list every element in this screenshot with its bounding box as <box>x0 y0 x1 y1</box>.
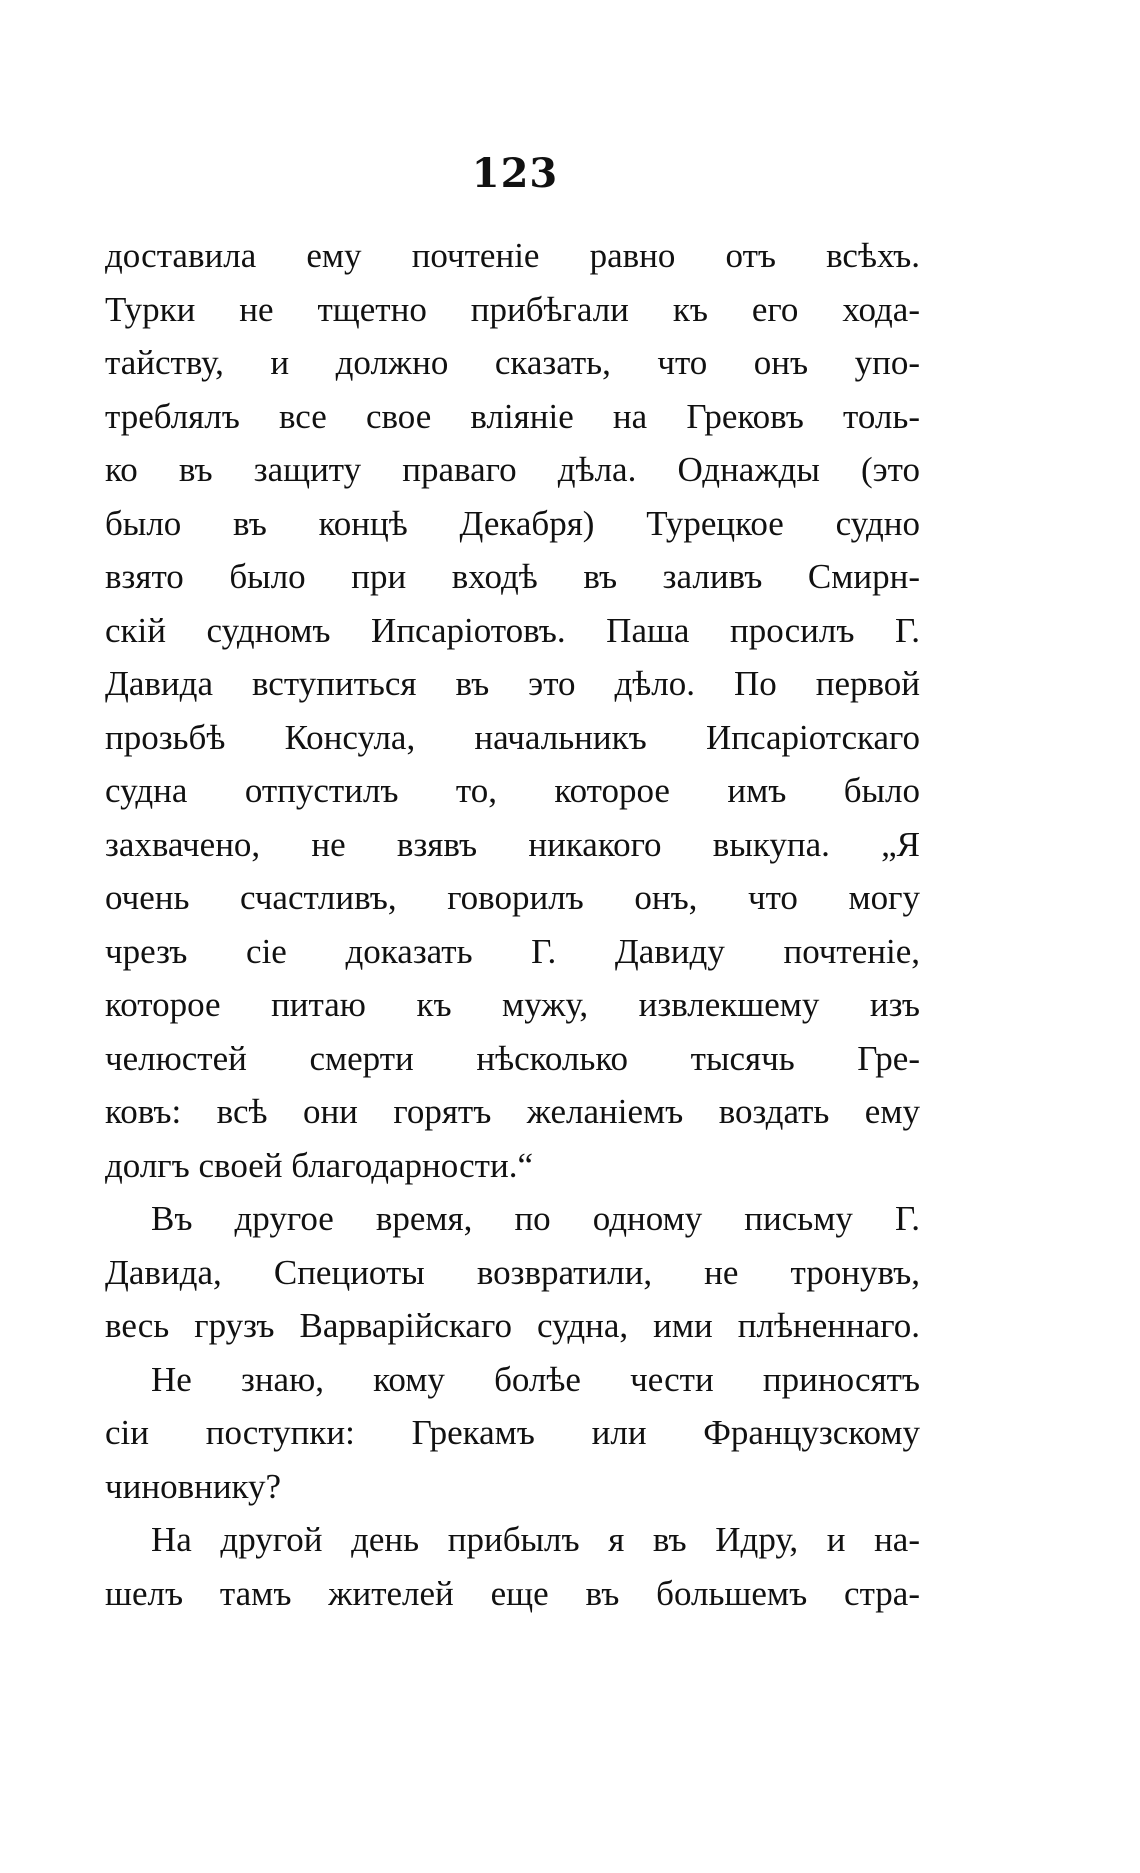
text-line: Не знаю, кому болѣе чести приносятъ <box>151 1359 920 1399</box>
text-line: доставила ему почтеніе равно отъ всѣхъ. <box>105 236 920 275</box>
text-line: На другой день прибылъ я въ Идру, и на- <box>151 1520 920 1559</box>
text-line: челюстей смерти нѣсколько тысячь Гре- <box>105 1038 920 1078</box>
text-line: захвачено, не взявъ никакого выкупа. „Я <box>105 824 920 864</box>
text-line: долгъ своей благодарности.“ <box>105 1145 533 1185</box>
text-line: Давида вступиться въ это дѣло. По первой <box>105 664 920 703</box>
text-line: Давида, Специоты возвратили, не тронувъ, <box>105 1252 920 1292</box>
text-line: судна отпустилъ то, которое имъ было <box>105 771 920 810</box>
text-line: тайству, и должно сказать, что онъ упо- <box>105 343 920 382</box>
text-line: чрезъ сіе доказать Г. Давиду почтеніе, <box>105 931 920 971</box>
body-text <box>105 229 920 1620</box>
text-line: весь грузъ Варварійскаго судна, ими плѣненнаго. <box>105 1306 920 1345</box>
text-line: взято было при входѣ въ заливъ Смирн- <box>105 557 920 596</box>
text-line: Въ другое время, по одному письму Г. <box>151 1199 920 1238</box>
text-line: было въ концѣ Декабря) Турецкое судно <box>105 503 920 543</box>
text-line: треблялъ все свое вліяніе на Грековъ толь- <box>105 396 920 436</box>
text-line: которое питаю къ мужу, извлекшему изъ <box>105 985 920 1024</box>
text-line: ко въ защиту праваго дѣла. Однажды (это <box>105 450 920 489</box>
text-line: очень счастливъ, говорилъ онъ, что могу <box>105 878 920 917</box>
text-line: скій судномъ Ипсаріотовъ. Паша просилъ Г. <box>105 610 920 650</box>
text-line: прозьбѣ Консула, начальникъ Ипсаріотскаго <box>105 717 920 757</box>
text-line: сіи поступки: Грекамъ или Французскому <box>105 1413 920 1452</box>
text-line: шелъ тамъ жителей еще въ большемъ стра- <box>105 1573 920 1613</box>
page-number: 123 <box>471 150 559 197</box>
text-line: чиновнику? <box>105 1466 282 1506</box>
text-line: Турки не тщетно прибѣгали къ его хода- <box>105 289 920 329</box>
text-line: ковъ: всѣ они горятъ желаніемъ воздать ему <box>105 1092 920 1131</box>
